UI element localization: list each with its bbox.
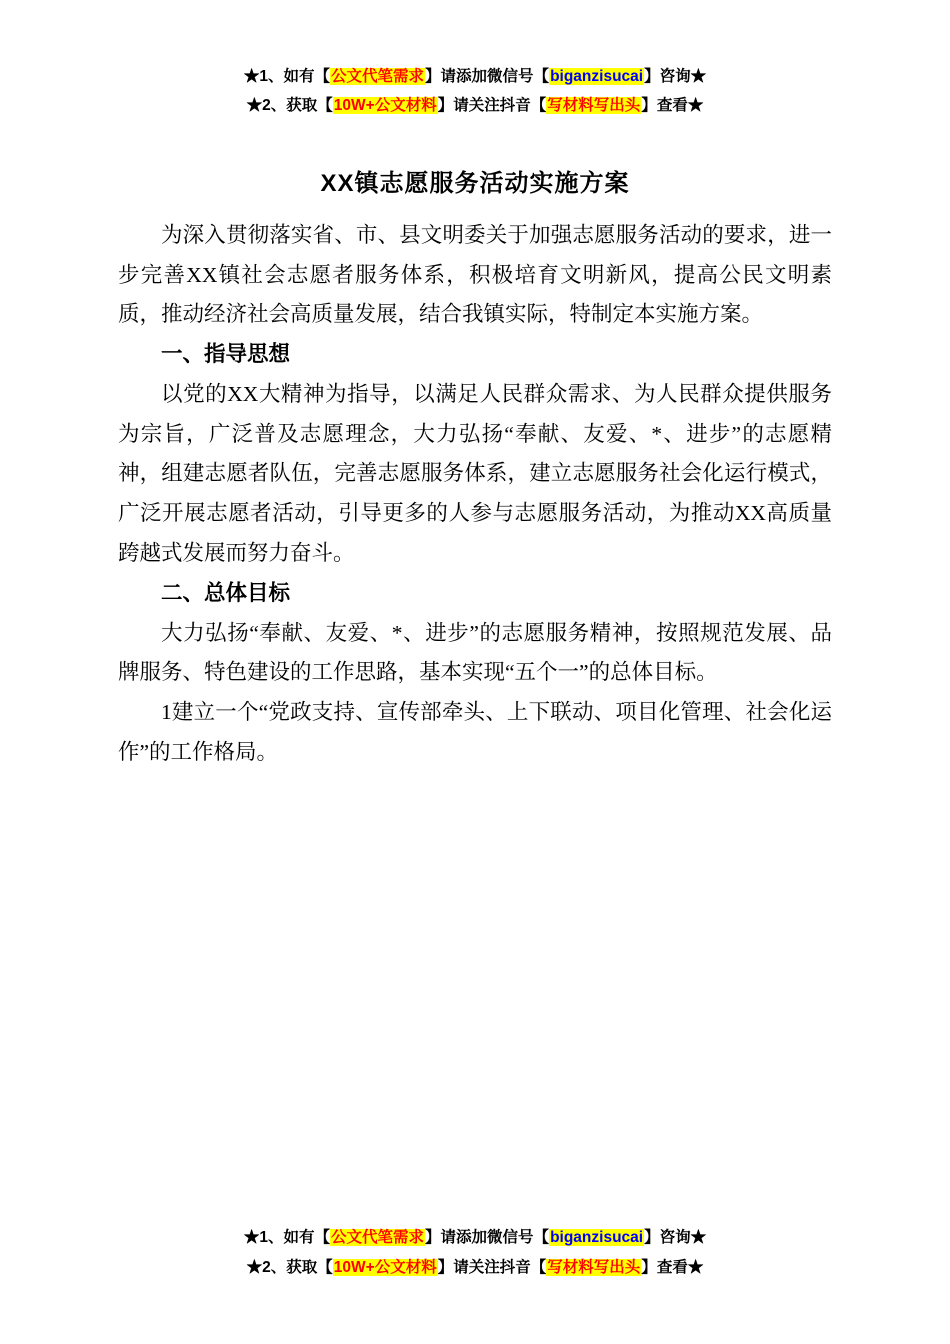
document-body <box>0 121 950 773</box>
paragraph-guiding-ideology: 以党的XX大精神为指导，以满足人民群众需求、为人民群众提供服务为宗旨，广泛普及志愿理念，大力弘扬“奉献、友爱、*、进步”的志愿精神，组建志愿者队伍，完善志愿服务体系，建立志愿服务社会化运行模式，广泛开展志愿者活动，引导更多的人参与志愿服务活动，为推动XX高质量跨越式发展而努力奋斗。 <box>118 381 832 565</box>
footer-promo-line-2: ★2、获取【10W+公文材料】请关注抖音【写材料写出头】查看★ <box>246 1258 704 1276</box>
footer-promo-line2-suffix: 查看★ <box>656 1258 704 1276</box>
promo-line2-middle: 请关注抖音 <box>453 97 531 115</box>
section-heading-2: 二、总体目标 <box>161 580 291 605</box>
footer-promo-line2-prefix: ★2、获取 <box>246 1258 318 1276</box>
promo-line2-suffix: 查看★ <box>656 97 704 115</box>
header-promo-banner <box>0 62 950 121</box>
promo-line1-suffix: 咨询★ <box>659 68 707 85</box>
footer-promo-line1-suffix: 咨询★ <box>659 1229 707 1247</box>
footer-promo-line-1: ★1、如有【公文代笔需求】请添加微信号【biganzisucai】咨询★ <box>243 1229 707 1247</box>
promo-line1-prefix: ★1、如有 <box>243 68 315 85</box>
section-heading-1: 一、指导思想 <box>161 342 291 367</box>
promo-line1-middle: 请添加微信号 <box>440 68 534 85</box>
footer-promo-line2-highlight-1: 10W+公文材料 <box>333 1258 437 1276</box>
paragraph-intro: 为深入贯彻落实省、市、县文明委关于加强志愿服务活动的要求，进一步完善XX镇社会志愿者服务体系，积极培育文明新风，提高公民文明素质，推动经济社会高质量发展，结合我镇实际，特制定本实施方案。 <box>118 222 832 327</box>
promo-line-2: ★2、获取【10W+公文材料】请关注抖音【写材料写出头】查看★ <box>246 97 704 115</box>
promo-line2-prefix: ★2、获取 <box>246 97 318 115</box>
paragraph-goal-item-1: 1建立一个“党政支持、宣传部牵头、上下联动、项目化管理、社会化运作”的工作格局。 <box>118 700 832 764</box>
footer-promo-line1-middle: 请添加微信号 <box>440 1229 534 1247</box>
paragraph-overall-goal: 大力弘扬“奉献、友爱、*、进步”的志愿服务精神，按照规范发展、品牌服务、特色建设的工作思路，基本实现“五个一”的总体目标。 <box>118 620 832 685</box>
promo-line1-highlight-2: biganzisucai <box>550 68 644 85</box>
promo-line2-highlight-2: 写材料写出头 <box>547 97 641 115</box>
promo-line-1: ★1、如有【公文代笔需求】请添加微信号【biganzisucai】咨询★ <box>243 68 707 85</box>
document-title: XX镇志愿服务活动实施方案 <box>320 169 630 197</box>
footer-promo-line2-middle: 请关注抖音 <box>453 1258 531 1276</box>
footer-promo-line1-highlight-2: biganzisucai <box>550 1229 644 1247</box>
footer-promo-line1-highlight-1: 公文代笔需求 <box>331 1229 425 1247</box>
promo-line1-highlight-1: 公文代笔需求 <box>331 68 425 85</box>
footer-promo-banner <box>0 1223 950 1282</box>
footer-promo-line1-prefix: ★1、如有 <box>243 1229 315 1247</box>
promo-line2-highlight-1: 10W+公文材料 <box>333 97 437 115</box>
footer-promo-line2-highlight-2: 写材料写出头 <box>547 1258 641 1276</box>
